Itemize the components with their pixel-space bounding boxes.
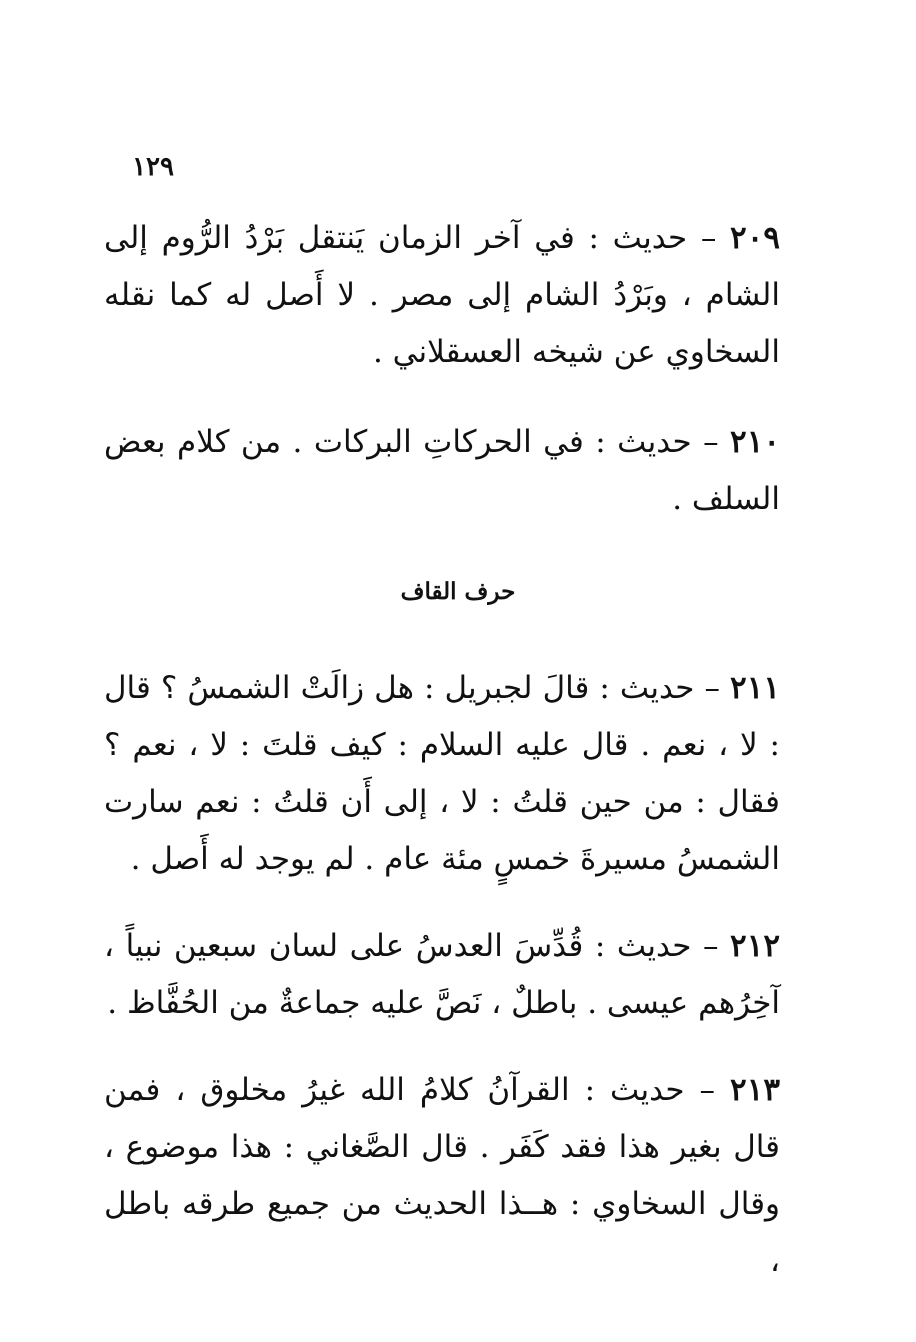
- entry-text: حديث : في آخر الزمان يَنتقل بَرْدُ الرُّوم إلى الشام ، وبَرْدُ الشام إلى مصر . لا أَصل له كما نقله السخاوي عن شيخه العسقلاني .: [104, 220, 780, 370]
- entry-212: [104, 918, 780, 1032]
- entry-text: حديث : في الحركاتِ البركات . من كلام بعض السلف .: [104, 424, 780, 517]
- entry-210: [104, 414, 780, 528]
- entry-number: ٢١٣: [730, 1072, 780, 1108]
- entry-211: [104, 660, 780, 888]
- entry-209: [104, 210, 780, 381]
- entry-number: ٢١٢: [730, 928, 780, 964]
- entry-text: حديث : قُدِّسَ العدسُ على لسان سبعين نبياً ، آخِرُهم عيسى . باطلٌ ، نَصَّ عليه جماعةٌ من الحُفَّاظ .: [104, 928, 780, 1021]
- page-number: ١٢٩: [132, 152, 174, 182]
- entry-number: ٢٠٩: [730, 220, 780, 256]
- section-heading: حرف القاف: [400, 578, 516, 605]
- entry-dash: –: [687, 220, 731, 256]
- entry-213: [104, 1062, 780, 1290]
- entry-text: حديث : القرآنُ كلامُ الله غيرُ مخلوق ، فمن قال بغير هذا فقد كَفَر . قال الصَّغاني : هذا موضوع ، وقال السخاوي : هــذا الحديث من جميع طرقه باطل ،: [104, 1072, 780, 1279]
- entry-number: ٢١٠: [730, 424, 780, 460]
- entry-dash: –: [684, 1072, 731, 1108]
- entry-dash: –: [691, 928, 731, 964]
- entry-dash: –: [694, 670, 731, 706]
- entry-number: ٢١١: [730, 670, 780, 706]
- entry-text: حديث : قالَ لجبريل : هل زالَتْ الشمسُ ؟ قال : لا ، نعم . قال عليه السلام : كيف قلتَ : لا ، نعم ؟ فقال : من حين قلتُ : لا ، إلى أَن قلتُ : نعم سارت الشمسُ مسيرةَ خمسٍ مئة عام . لم يوجد له أَصل .: [104, 670, 780, 877]
- entry-dash: –: [691, 424, 731, 460]
